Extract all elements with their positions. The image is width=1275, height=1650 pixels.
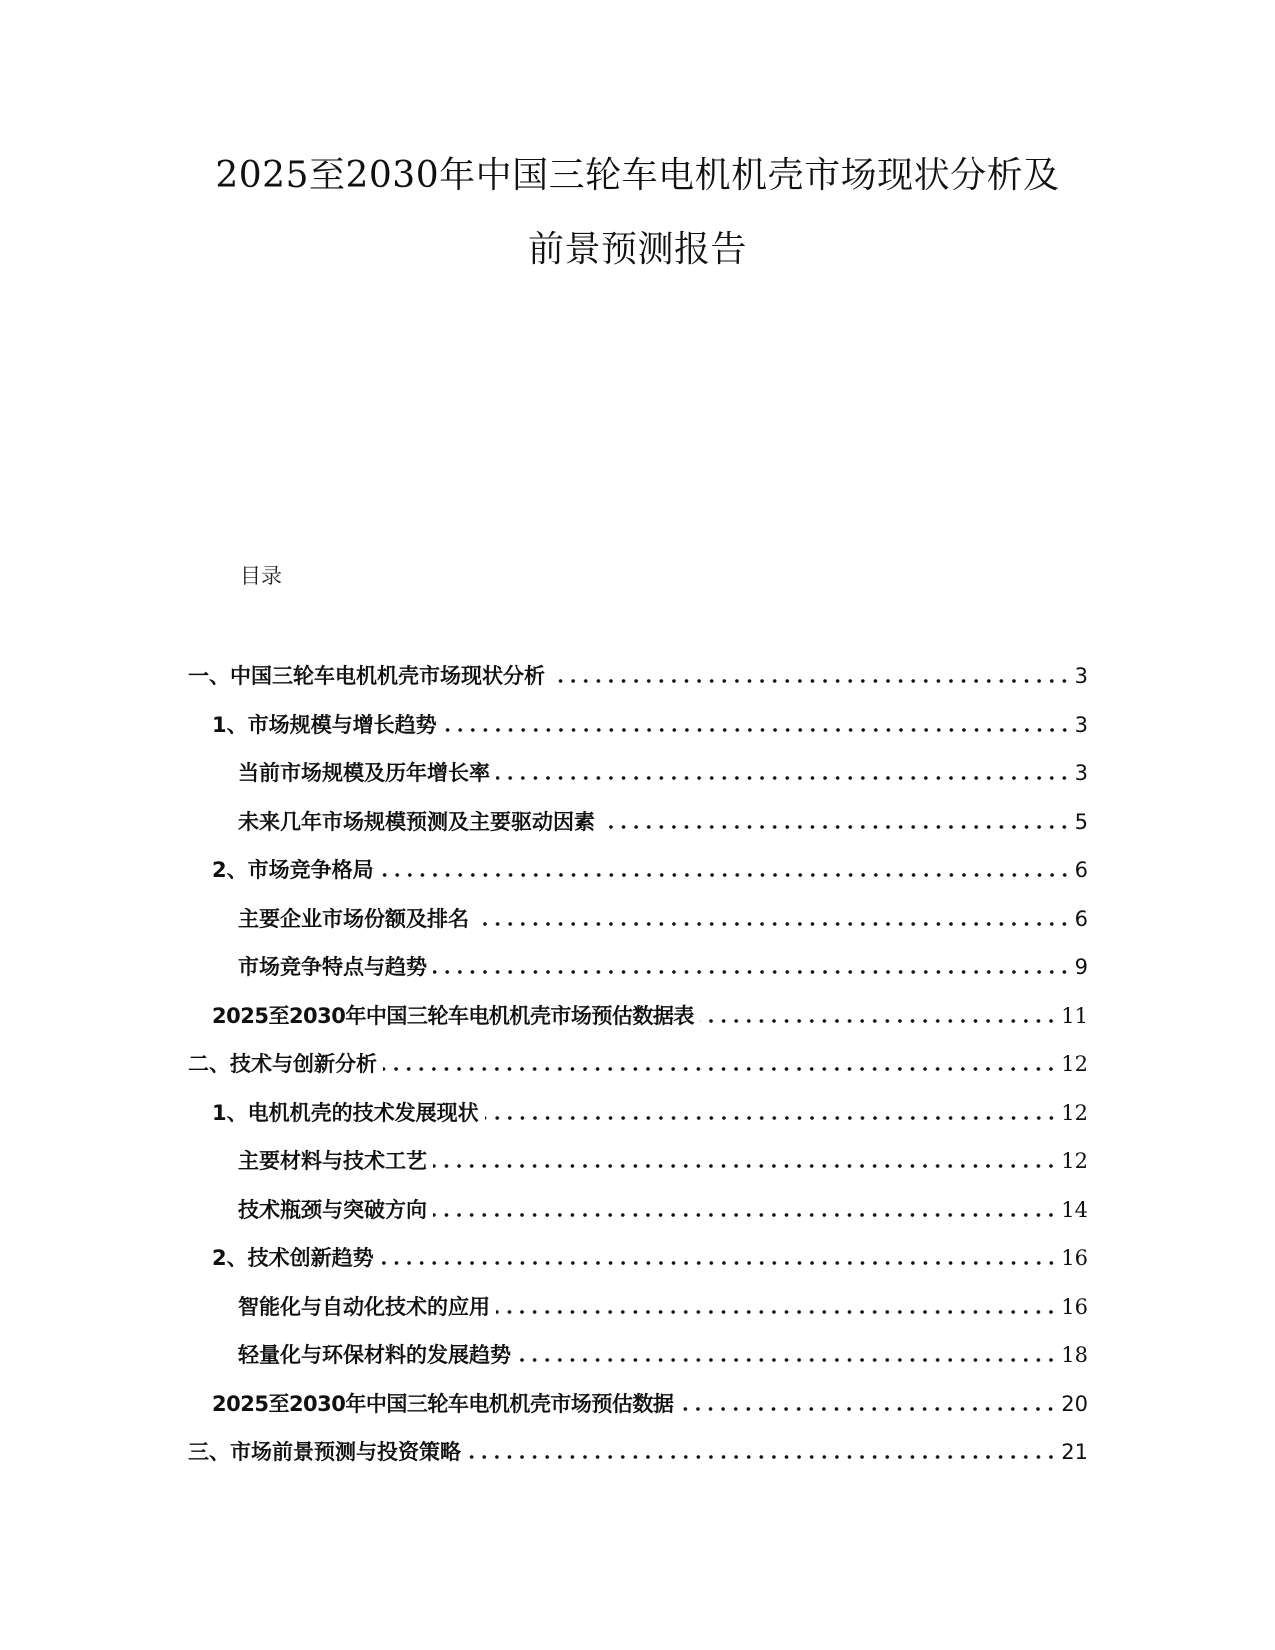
toc-entry-1-1-a[interactable] xyxy=(238,758,1088,788)
toc-entry-page: 3 xyxy=(1074,664,1088,688)
toc-entry-page: 6 xyxy=(1074,858,1088,882)
toc-entry-label: 智能化与自动化技术的应用 xyxy=(238,1294,490,1319)
toc-entry-2-2-a[interactable] xyxy=(238,1292,1088,1322)
toc-entry-label: 主要材料与技术工艺 xyxy=(238,1149,427,1173)
toc-entry-label: 一、中国三轮车电机机壳市场现状分析 xyxy=(188,664,545,688)
toc-entry-page: 3 xyxy=(1074,712,1088,737)
dot-leader xyxy=(601,825,1071,829)
toc-entry-1-1-b[interactable] xyxy=(238,807,1088,837)
dot-leader xyxy=(380,873,1071,877)
toc-entry-label: 1、市场规模与增长趋势 xyxy=(212,712,437,737)
toc-entry-label: 技术瓶颈与突破方向 xyxy=(238,1197,427,1222)
toc-entry-page: 20 xyxy=(1061,1391,1088,1416)
toc-entry-page: 11 xyxy=(1061,1003,1088,1028)
toc-entry-label: 1、电机机壳的技术发展现状 xyxy=(212,1100,479,1125)
toc-entry-label: 2025至2030年中国三轮车电机机壳市场预估数据 xyxy=(212,1391,674,1416)
toc-entry-label: 市场竞争特点与趋势 xyxy=(238,955,427,979)
dot-leader xyxy=(496,776,1071,780)
toc-entry-1-data-table[interactable] xyxy=(212,1001,1088,1031)
toc-entry-label: 2025至2030年中国三轮车电机机壳市场预估数据表 xyxy=(212,1003,694,1028)
dot-leader xyxy=(485,1116,1058,1120)
toc-entry-1-2-b[interactable] xyxy=(238,952,1088,982)
dot-leader xyxy=(443,728,1071,732)
toc-entry-page: 14 xyxy=(1061,1197,1088,1222)
toc-entry-2-data[interactable] xyxy=(212,1389,1088,1419)
toc-entry-label: 2、技术创新趋势 xyxy=(212,1246,374,1270)
toc-entry-page: 12 xyxy=(1061,1100,1088,1125)
toc-entry-page: 3 xyxy=(1074,761,1088,785)
dot-leader xyxy=(467,1455,1057,1459)
toc-entry-page: 6 xyxy=(1074,906,1088,931)
toc-entry-page: 9 xyxy=(1074,955,1088,979)
toc-entry-page: 12 xyxy=(1061,1052,1088,1076)
toc-entry-label: 主要企业市场份额及排名 xyxy=(238,906,469,931)
toc-entry-label: 轻量化与环保材料的发展趋势 xyxy=(238,1343,511,1367)
toc-entry-label: 当前市场规模及历年增长率 xyxy=(238,761,490,785)
dot-leader xyxy=(433,970,1071,974)
toc-entry-2-1-a[interactable] xyxy=(238,1146,1088,1176)
toc-entry-1-2[interactable] xyxy=(212,855,1088,885)
toc-heading: 目录 xyxy=(240,564,282,588)
toc-entry-page: 12 xyxy=(1061,1149,1088,1173)
toc-entry-page: 18 xyxy=(1061,1343,1088,1367)
document-title-line-2: 前景预测报告 xyxy=(527,229,747,270)
toc-entry-1-1[interactable] xyxy=(212,710,1088,740)
dot-leader xyxy=(383,1067,1057,1071)
toc-entry-label: 三、市场前景预测与投资策略 xyxy=(188,1440,461,1464)
toc-entry-2-2[interactable] xyxy=(212,1243,1088,1273)
dot-leader xyxy=(475,922,1071,926)
dot-leader xyxy=(380,1261,1058,1265)
dot-leader xyxy=(517,1358,1057,1362)
dot-leader xyxy=(433,1164,1057,1168)
toc-entry-2-1-b[interactable] xyxy=(238,1195,1088,1225)
toc-entry-label: 2、市场竞争格局 xyxy=(212,858,374,882)
toc-entry-2-2-b[interactable] xyxy=(238,1340,1088,1370)
toc-entry-section-1[interactable] xyxy=(188,661,1088,691)
toc-entry-section-3[interactable] xyxy=(188,1437,1088,1467)
dot-leader xyxy=(496,1310,1057,1314)
toc-entry-section-2[interactable] xyxy=(188,1049,1088,1079)
toc-entry-label: 未来几年市场规模预测及主要驱动因素 xyxy=(238,809,595,834)
toc-entry-label: 二、技术与创新分析 xyxy=(188,1052,377,1076)
dot-leader xyxy=(679,1407,1057,1411)
dot-leader xyxy=(433,1213,1057,1217)
toc-entry-page: 21 xyxy=(1061,1440,1088,1464)
toc-entry-page: 16 xyxy=(1061,1246,1088,1270)
dot-leader xyxy=(551,679,1071,683)
toc-entry-page: 5 xyxy=(1074,809,1088,834)
toc-entry-1-2-a[interactable] xyxy=(238,904,1088,934)
dot-leader xyxy=(700,1019,1057,1023)
toc-entry-page: 16 xyxy=(1061,1294,1088,1319)
toc-entry-2-1[interactable] xyxy=(212,1098,1088,1128)
document-title-line-1: 2025至2030年中国三轮车电机机壳市场现状分析及 xyxy=(215,155,1060,196)
